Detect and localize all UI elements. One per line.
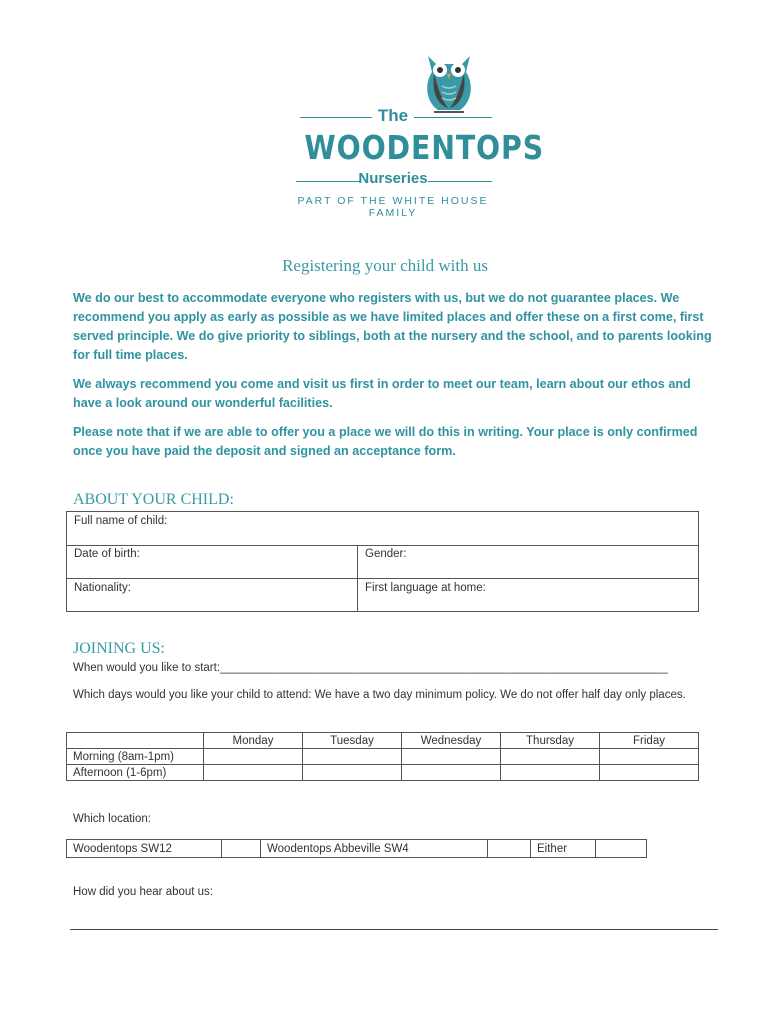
dob-label: Date of birth: (74, 548, 140, 560)
morning-row (67, 749, 699, 765)
days-header-row (67, 733, 699, 749)
intro-paragraph-1: We do our best to accommodate everyone who registers with us, but we do not guarantee places. We recommend you apply as early as possible as we have limited places and offer these on a first come, first served principle. We do give priority to siblings, both at the nursery and the school, and to parents looking for full time places. (73, 291, 712, 362)
dob-field[interactable] (67, 546, 357, 578)
morning-monday-cell[interactable] (204, 749, 303, 765)
afternoon-thursday-cell[interactable] (501, 765, 600, 781)
morning-tuesday-cell[interactable] (303, 749, 402, 765)
full-name-field[interactable] (67, 512, 698, 545)
days-table (66, 732, 699, 781)
nationality-label: Nationality: (74, 582, 131, 594)
logo-the: The (377, 106, 409, 125)
nationality-field[interactable] (67, 579, 357, 611)
intro-paragraph-3: Please note that if we are able to offer you a place we will do this in writing. Your place is only confirmed once you have paid the deposit and signed an acceptance form. (73, 425, 698, 458)
logo-nurseries: Nurseries (358, 170, 428, 187)
intro-paragraph-2: We always recommend you come and visit us first in order to meet our team, learn about our ethos and have a look around our wonderful facilities. (73, 377, 691, 410)
location-sw12-checkbox[interactable] (222, 840, 261, 858)
location-either-label: Either (531, 840, 596, 858)
full-name-label: Full name of child: (74, 515, 168, 527)
first-language-label: First language at home: (365, 582, 486, 594)
morning-friday-cell[interactable] (600, 749, 699, 765)
location-row (67, 840, 647, 858)
hear-question: How did you hear about us: (73, 886, 214, 898)
day-friday: Friday (600, 733, 699, 749)
location-abbeville-checkbox[interactable] (488, 840, 531, 858)
afternoon-monday-cell[interactable] (204, 765, 303, 781)
location-table (66, 839, 647, 858)
afternoon-friday-cell[interactable] (600, 765, 699, 781)
morning-label: Morning (8am-1pm) (67, 749, 204, 765)
gender-field[interactable] (358, 546, 698, 578)
afternoon-row (67, 765, 699, 781)
afternoon-wednesday-cell[interactable] (402, 765, 501, 781)
logo-tagline: PART OF THE WHITE HOUSE FAMILY (297, 195, 489, 219)
afternoon-label: Afternoon (1-6pm) (67, 765, 204, 781)
first-language-field[interactable] (358, 579, 698, 611)
day-tuesday: Tuesday (303, 733, 402, 749)
day-monday: Monday (204, 733, 303, 749)
afternoon-tuesday-cell[interactable] (303, 765, 402, 781)
logo-name: WOODENTOPS (304, 128, 544, 167)
morning-thursday-cell[interactable] (501, 749, 600, 765)
location-either-checkbox[interactable] (596, 840, 647, 858)
start-date-field[interactable]: When would you like to start:______________________________________________________________________ (73, 662, 668, 674)
day-thursday: Thursday (501, 733, 600, 749)
gender-label: Gender: (365, 548, 407, 560)
hear-answer-line[interactable] (70, 929, 718, 930)
location-question: Which location: (73, 813, 151, 825)
day-wednesday: Wednesday (402, 733, 501, 749)
about-form-box (66, 511, 699, 612)
joining-heading: JOINING US: (73, 640, 165, 657)
corner-cell (67, 733, 204, 749)
morning-wednesday-cell[interactable] (402, 749, 501, 765)
location-abbeville-label: Woodentops Abbeville SW4 (261, 840, 488, 858)
days-question: Which days would you like your child to attend: We have a two day minimum policy. We do not offer half day only places. (73, 689, 686, 701)
about-heading: ABOUT YOUR CHILD: (73, 491, 234, 508)
location-sw12-label: Woodentops SW12 (67, 840, 222, 858)
page-title: Registering your child with us (282, 256, 488, 275)
